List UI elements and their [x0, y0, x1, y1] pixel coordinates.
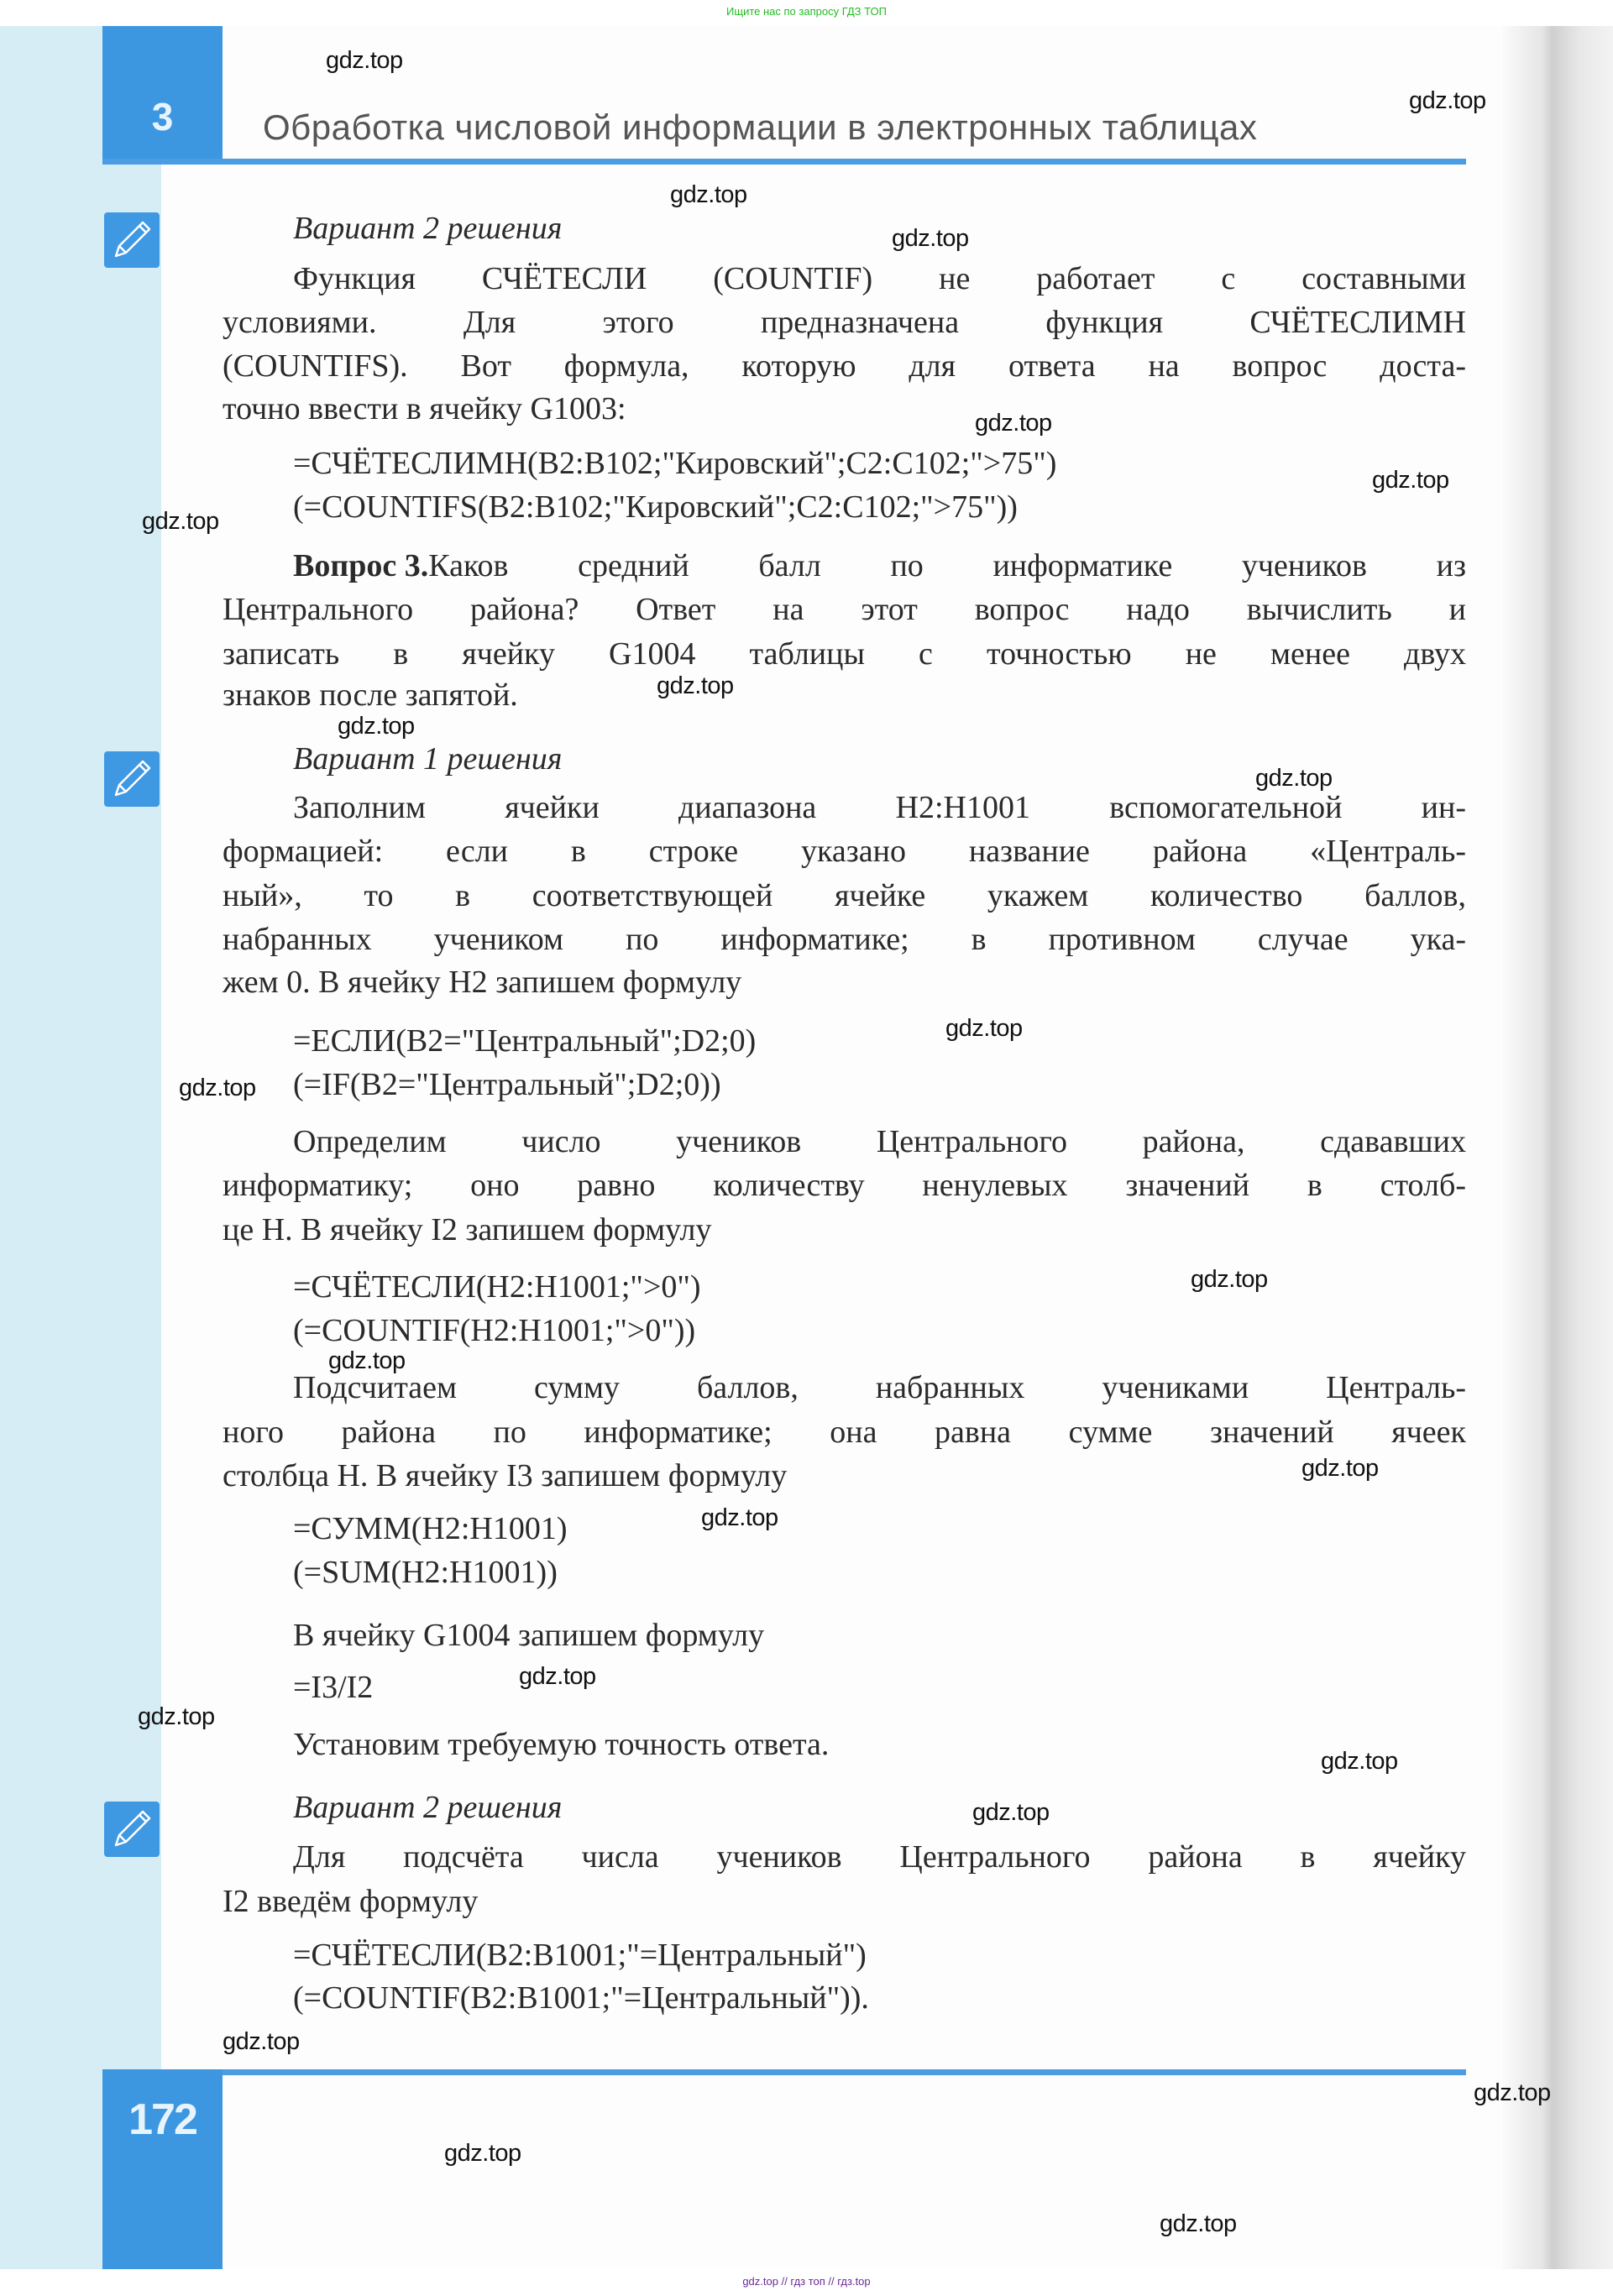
text-line: Для подсчёта числа учеников Центрального района в ячейку	[293, 1839, 1466, 1875]
text-line: ного района по информатике; она равна сумме значений ячеек	[223, 1415, 1466, 1450]
watermark: gdz.top	[328, 1347, 406, 1374]
left-margin	[0, 26, 161, 2269]
chapter-number: 3	[151, 95, 174, 139]
text-line: набранных учеником по информатике; в противном случае ука-	[223, 922, 1466, 957]
watermark: gdz.top	[138, 1703, 215, 1730]
formula-line: (=COUNTIFS(B2:B102;"Кировский";C2:C102;">75"))	[293, 489, 1018, 525]
text-line: ный», то в соответствующей ячейке укажем количество баллов,	[223, 878, 1466, 913]
text-line: Каков средний балл по информатике учеников из	[428, 548, 1466, 583]
text-line: формацией: если в строке указано название района «Централь-	[223, 834, 1466, 869]
variant-heading: Вариант 2 решения	[293, 211, 563, 246]
watermark: gdz.top	[945, 1015, 1023, 1042]
formula-line: (=COUNTIF(B2:B1001;"=Центральный")).	[293, 1980, 869, 2016]
variant-heading: Вариант 2 решения	[293, 1790, 563, 1825]
top-banner[interactable]: Ищите нас по запросу ГДЗ ТОП	[726, 5, 887, 18]
header-rule	[102, 159, 1466, 165]
text-line: информатику; оно равно количеству ненулевых значений в столб-	[223, 1168, 1466, 1203]
formula-line: (=SUM(H2:H1001))	[293, 1555, 558, 1590]
question-label: Вопрос 3.	[293, 548, 429, 583]
text-line: точно ввести в ячейку G1003:	[223, 391, 626, 426]
pencil-icon	[104, 1802, 160, 1857]
watermark: gdz.top	[1321, 1748, 1398, 1775]
text-line: знаков после запятой.	[223, 677, 518, 713]
watermark: gdz.top	[326, 47, 403, 74]
text-line: жем 0. В ячейку H2 запишем формулу	[223, 965, 742, 1000]
formula-line: =СУММ(H2:H1001)	[293, 1511, 568, 1546]
watermark: gdz.top	[142, 508, 219, 535]
watermark: gdz.top	[223, 2028, 300, 2055]
watermark: gdz.top	[179, 1075, 256, 1101]
watermark: gdz.top	[670, 181, 747, 208]
page-fold-shadow	[1503, 26, 1613, 2269]
footer-rule	[223, 2069, 1466, 2075]
watermark: gdz.top	[1191, 1266, 1268, 1293]
text-line: (COUNTIFS). Вот формула, которую для ответа на вопрос доста-	[223, 348, 1466, 384]
text-line: записать в ячейку G1004 таблицы с точностью не менее двух	[223, 636, 1466, 672]
watermark: gdz.top	[1474, 2079, 1551, 2106]
formula-line: =СЧЁТЕСЛИ(H2:H1001;">0")	[293, 1269, 701, 1305]
watermark: gdz.top	[701, 1504, 778, 1531]
text-line: Определим число учеников Центрального района, сдававших	[293, 1124, 1466, 1159]
text-line: Установим требуемую точность ответа.	[293, 1727, 830, 1762]
formula-line: =СЧЁТЕСЛИ(B2:B1001;"=Центральный")	[293, 1938, 867, 1973]
text-line: столбца H. В ячейку I3 запишем формулу	[223, 1458, 788, 1493]
watermark: gdz.top	[1409, 87, 1486, 114]
watermark: gdz.top	[972, 1799, 1050, 1826]
formula-line: =СЧЁТЕСЛИМН(B2:B102;"Кировский";C2:C102;">75")	[293, 446, 1057, 481]
chapter-title: Обработка числовой информации в электронных таблицах	[263, 107, 1258, 147]
question-line	[223, 544, 1466, 588]
text-line: Центрального района? Ответ на этот вопрос надо вычислить и	[223, 592, 1466, 627]
watermark: gdz.top	[338, 713, 415, 740]
watermark: gdz.top	[444, 2140, 521, 2167]
watermark: gdz.top	[1301, 1455, 1379, 1482]
watermark: gdz.top	[975, 410, 1052, 437]
watermark: gdz.top	[892, 225, 969, 252]
watermark: gdz.top	[1372, 467, 1449, 494]
text-line: Функция СЧЁТЕСЛИ (COUNTIF) не работает с составными	[293, 261, 1466, 296]
variant-heading: Вариант 1 решения	[293, 741, 563, 777]
text-line: I2 введём формулу	[223, 1884, 479, 1919]
text-line: условиями. Для этого предназначена функция СЧЁТЕСЛИМН	[223, 305, 1466, 340]
formula-line: (=COUNTIF(H2:H1001;">0"))	[293, 1313, 696, 1348]
text-line: Заполним ячейки диапазона H2:H1001 вспомогательной ин-	[293, 790, 1466, 825]
text-line: Подсчитаем сумму баллов, набранных учениками Централь-	[293, 1370, 1466, 1405]
watermark: gdz.top	[1255, 765, 1333, 792]
watermark: gdz.top	[657, 672, 734, 699]
formula-line: =I3/I2	[293, 1670, 374, 1705]
text-line: В ячейку G1004 запишем формулу	[293, 1618, 765, 1653]
page-number: 172	[128, 2095, 196, 2144]
bottom-banner[interactable]: gdz.top // гдз топ // гдз.top	[742, 2275, 871, 2288]
formula-line: =ЕСЛИ(B2="Центральный";D2;0)	[293, 1023, 757, 1059]
pencil-icon	[104, 751, 160, 807]
watermark: gdz.top	[1160, 2210, 1237, 2237]
watermark: gdz.top	[519, 1663, 596, 1690]
text-line: це H. В ячейку I2 запишем формулу	[223, 1212, 712, 1247]
pencil-icon	[104, 212, 160, 268]
formula-line: (=IF(B2="Центральный";D2;0))	[293, 1067, 721, 1102]
